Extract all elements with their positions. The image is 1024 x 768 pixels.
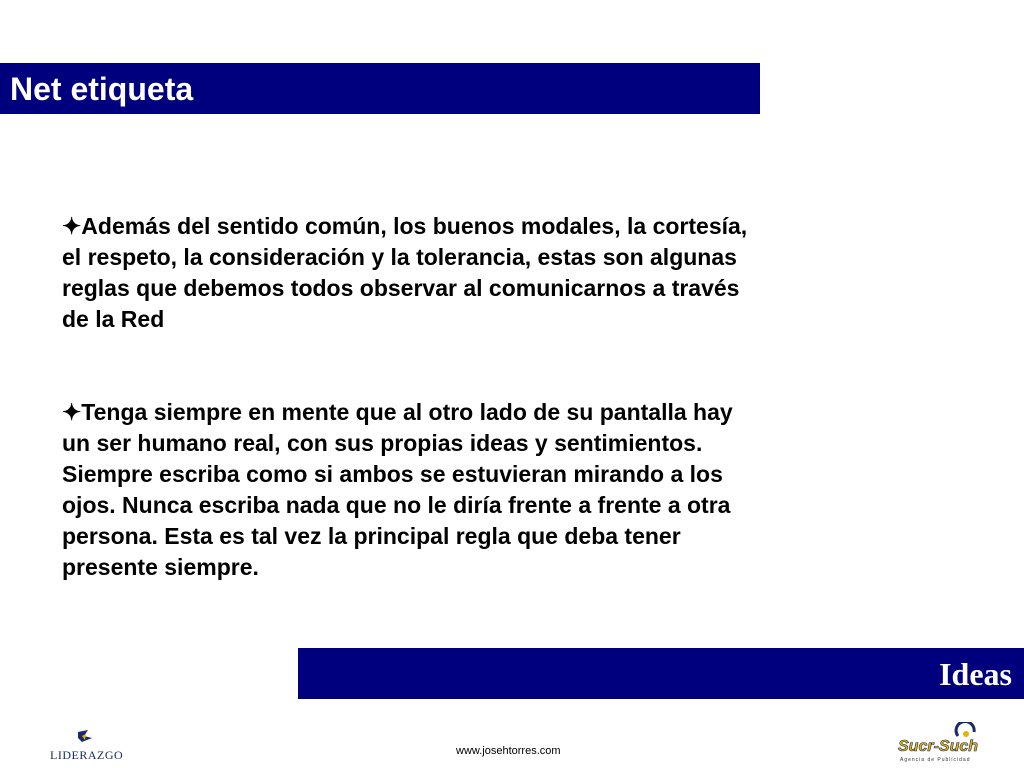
sucr-such-logo-subtext: Agencia de Publicidad [900,757,971,763]
footer-banner-label: Ideas [939,656,1012,692]
slide-title: Net etiqueta [10,71,194,107]
paragraph-2-text: Tenga siempre en mente que al otro lado de su pantalla hay un ser humano real, con sus propias ideas y sentimientos. Siempre escriba como si ambos se estuvieran mirando a los ojos. Nunca escriba nada que no le diría frente a frente a otra persona. Esta es tal vez la principal regla que deba tener presente siempre. [62,399,733,580]
title-banner [0,63,760,114]
liderazgo-logo-text: LIDERAZGO [50,748,124,762]
star-bullet-icon: ✦ [62,213,82,239]
sucr-such-logo-icon [892,722,984,766]
footer-url: www.josehtorres.com [456,745,561,757]
star-bullet-icon: ✦ [62,399,82,425]
footer-banner [298,648,1024,699]
liderazgo-logo-icon [48,728,124,766]
slide-content [62,211,752,583]
paragraph-2 [62,397,752,583]
paragraph-1-text: Además del sentido común, los buenos modales, la cortesía, el respeto, la consideración y la tolerancia, estas son algunas reglas que debemos todos observar al comunicarnos a través de la Red [62,213,748,332]
sucr-such-logo-text: Sucr-Such [898,738,979,755]
paragraph-1 [62,211,752,335]
